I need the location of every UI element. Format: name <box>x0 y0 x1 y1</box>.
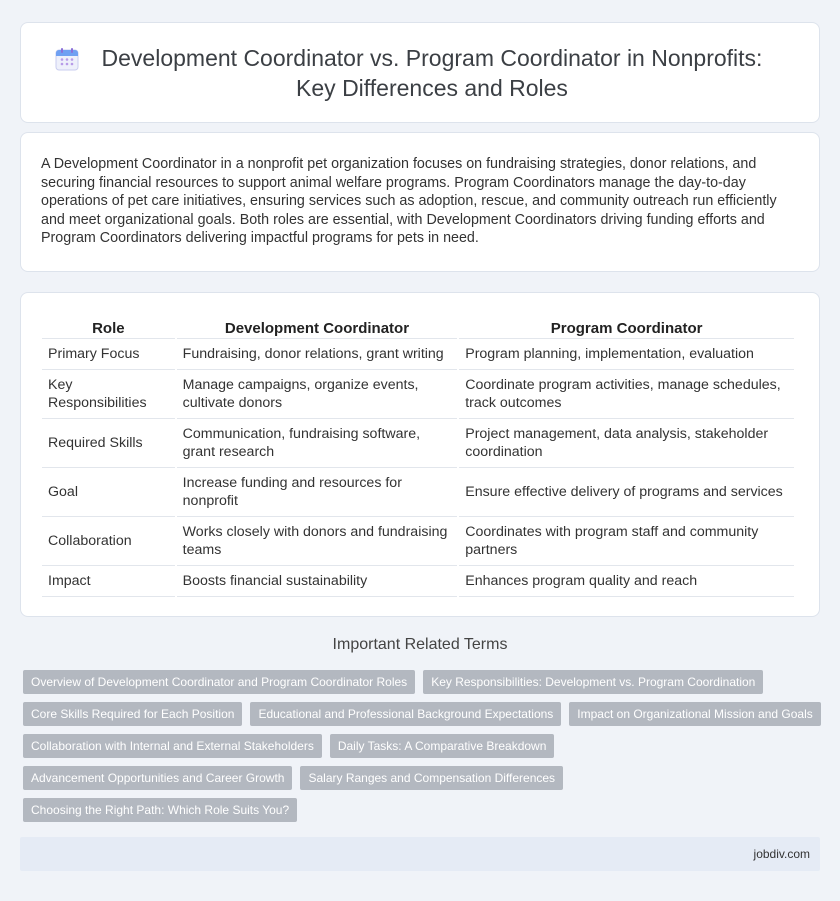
header-role: Role <box>42 315 175 339</box>
row-label: Key Responsibilities <box>42 370 175 419</box>
related-term-tag[interactable]: Daily Tasks: A Comparative Breakdown <box>330 734 555 758</box>
table-row <box>42 517 794 566</box>
table-header-row <box>42 315 794 339</box>
development-cell: Works closely with donors and fundraising teams <box>177 517 458 566</box>
program-cell: Program planning, implementation, evaluation <box>459 339 794 370</box>
intro-card <box>20 132 820 272</box>
related-term-tag[interactable]: Impact on Organizational Mission and Goals <box>569 702 820 726</box>
related-terms-tags <box>20 670 820 822</box>
header-program-coordinator: Program Coordinator <box>459 315 794 339</box>
intro-paragraph: A Development Coordinator in a nonprofit pet organization focuses on fundraising strategies, donor relations, and securing financial resources to support animal welfare programs. Program Coordinators manage the day-to-day operations of pet care initiatives, ensuring services such as adoption, rescue, and community outreach run efficiently and meet organizational goals. Both roles are essential, with Development Coordinators driving funding efforts and Program Coordinators delivering impactful programs for pets in need. <box>41 156 777 246</box>
table-row <box>42 566 794 597</box>
related-term-tag[interactable]: Choosing the Right Path: Which Role Suits You? <box>23 798 297 822</box>
program-cell: Coordinates with program staff and community partners <box>459 517 794 566</box>
row-label: Impact <box>42 566 175 597</box>
development-cell: Fundraising, donor relations, grant writing <box>177 339 458 370</box>
comparison-table-card <box>20 292 820 617</box>
header-development-coordinator: Development Coordinator <box>177 315 458 339</box>
header-card <box>20 22 820 123</box>
page-title: Development Coordinator vs. Program Coordinator in Nonprofits: Key Differences and Roles <box>101 44 763 101</box>
row-label: Primary Focus <box>42 339 175 370</box>
related-term-tag[interactable]: Overview of Development Coordinator and Program Coordinator Roles <box>23 670 415 694</box>
related-terms-section <box>20 636 820 830</box>
footer-site-link[interactable]: jobdiv.com <box>753 847 810 861</box>
table-row <box>42 419 794 468</box>
related-term-tag[interactable]: Advancement Opportunities and Career Growth <box>23 766 292 790</box>
table-row <box>42 468 794 517</box>
row-label: Goal <box>42 468 175 517</box>
related-term-tag[interactable]: Core Skills Required for Each Position <box>23 702 242 726</box>
related-terms-title: Important Related Terms <box>332 636 508 653</box>
footer <box>20 837 820 871</box>
related-term-tag[interactable]: Educational and Professional Background Expectations <box>250 702 561 726</box>
program-cell: Enhances program quality and reach <box>459 566 794 597</box>
related-term-tag[interactable]: Key Responsibilities: Development vs. Program Coordination <box>423 670 763 694</box>
program-cell: Ensure effective delivery of programs and services <box>459 468 794 517</box>
development-cell: Boosts financial sustainability <box>177 566 458 597</box>
related-term-tag[interactable]: Collaboration with Internal and External Stakeholders <box>23 734 322 758</box>
table-row <box>42 339 794 370</box>
related-term-tag[interactable]: Salary Ranges and Compensation Differences <box>300 766 563 790</box>
row-label: Required Skills <box>42 419 175 468</box>
development-cell: Increase funding and resources for nonprofit <box>177 468 458 517</box>
table-row <box>42 370 794 419</box>
comparison-table <box>40 315 796 597</box>
development-cell: Communication, fundraising software, grant research <box>177 419 458 468</box>
program-cell: Project management, data analysis, stakeholder coordination <box>459 419 794 468</box>
development-cell: Manage campaigns, organize events, cultivate donors <box>177 370 458 419</box>
row-label: Collaboration <box>42 517 175 566</box>
program-cell: Coordinate program activities, manage schedules, track outcomes <box>459 370 794 419</box>
